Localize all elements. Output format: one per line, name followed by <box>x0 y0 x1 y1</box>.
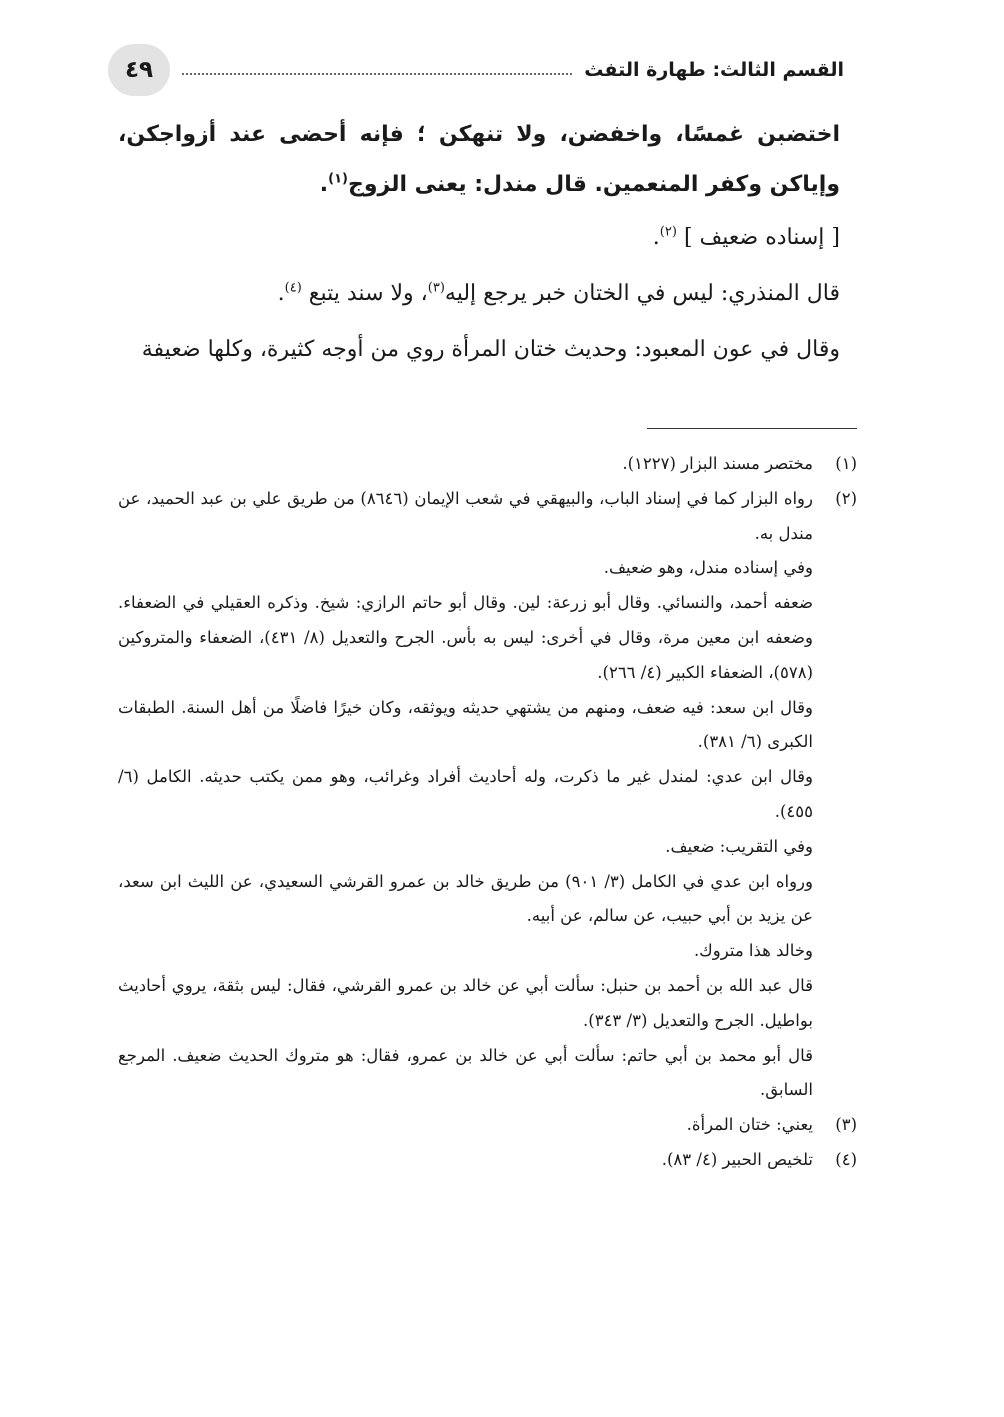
mundhiri-quote <box>118 266 840 322</box>
footnote-paragraph: قال عبد الله بن أحمد بن حنبل: سألت أبي عن خالد بن عمرو القرشي، فقال: ليس بثقة، يروي أحاديث بواطيل. الجرح والتعديل (٣/ ٣٤٣). <box>118 975 813 1030</box>
running-header <box>108 44 844 96</box>
mundhiri-text-a: قال المنذري: ليس في الختان خبر يرجع إليه <box>444 281 840 306</box>
awn-al-mabud-quote: وقال في عون المعبود: وحديث ختان المرأة روي من أوجه كثيرة، وكلها ضعيفة <box>141 337 840 362</box>
footnote-paragraph: وفي إسناده مندل، وهو ضعيف. <box>603 558 813 578</box>
footnote-number: (٤) <box>835 1149 857 1169</box>
footnote-paragraph: رواه البزار كما في إسناد الباب، والبيهقي في شعب الإيمان (٨٦٤٦) من طريق علي بن عبد الحميد، عن مندل به. <box>118 488 813 543</box>
footnotes <box>118 447 857 1178</box>
footnote-paragraph: وقال ابن سعد: فيه ضعف، ومنهم من يشتهي حديثه ويوثقه، وكان خيرًا فاضلًا من أهل السنة. الطبقات الكبرى (٦/ ٣٨١). <box>118 697 813 752</box>
page-number-badge: ٤٩ <box>108 44 170 96</box>
footnote-paragraph: وقال ابن عدي: لمندل غير ما ذكرت، وله أحاديث أفراد وغرائب، وهو ممن يكتب حديثه. الكامل (٦/ ٤٥٥). <box>118 767 813 821</box>
footnote-body <box>118 1108 813 1143</box>
footnote-paragraph: مختصر مسند البزار (١٢٢٧). <box>622 454 813 473</box>
footnote-number: (١) <box>835 454 857 473</box>
footnote-ref-3[interactable]: (٣) <box>427 280 445 296</box>
grading-note <box>118 210 840 266</box>
footnote-3 <box>118 1108 857 1143</box>
section-title: القسم الثالث: طهارة التفث <box>584 59 844 81</box>
footnote-2 <box>118 482 857 1108</box>
footnote-ref-4[interactable]: (٤) <box>284 280 302 296</box>
footnote-paragraph: ورواه ابن عدي في الكامل (٣/ ٩٠١) من طريق خالد بن عمرو القرشي السعيدي، عن الليث ابن سعد، عن يزيد بن أبي حبيب، عن سالم، عن أبيه. <box>118 871 813 926</box>
footnote-paragraph: يعني: ختان المرأة. <box>686 1115 813 1135</box>
footnote-separator <box>647 428 857 429</box>
header-dot-leader <box>182 73 572 75</box>
footnote-body <box>118 482 813 1108</box>
footnote-paragraph: وخالد هذا متروك. <box>693 941 813 961</box>
footnote-number: (٢) <box>835 488 857 508</box>
hadith-text <box>118 110 840 210</box>
grading-text: [ إسناده ضعيف ] <box>683 225 840 250</box>
footnote-body <box>118 1143 813 1178</box>
hadith-text-end: . <box>319 172 329 197</box>
mundhiri-end: . <box>277 281 285 306</box>
footnote-paragraph: وفي التقريب: ضعيف. <box>665 836 813 856</box>
grading-end: . <box>652 225 660 250</box>
footnote-number: (٣) <box>835 1115 857 1135</box>
footnote-ref-2[interactable]: (٢) <box>659 224 677 240</box>
mundhiri-text-b: ، ولا سند يتبع <box>308 281 428 306</box>
footnote-1 <box>118 447 857 482</box>
footnote-4 <box>118 1143 857 1178</box>
footnote-paragraph: تلخيص الحبير (٤/ ٨٣). <box>661 1149 813 1169</box>
main-text <box>118 110 840 378</box>
footnote-body <box>118 447 813 482</box>
footnote-paragraph: قال أبو محمد بن أبي حاتم: سألت أبي عن خالد بن عمرو، فقال: هو متروك الحديث ضعيف. المرجع السابق. <box>118 1045 813 1100</box>
footnote-paragraph: ضعفه أحمد، والنسائي. وقال أبو زرعة: لين. وقال أبو حاتم الرازي: شيخ. وذكره العقيلي في الضعفاء. وضعفه ابن معين مرة، وقال في أخرى: ليس به بأس. الجرح والتعديل (٨/ ٤٣١)، الضعفاء والمتروكين (٥٧٨)، الضعفاء الكبير (٤/ ٢٦٦). <box>118 593 813 682</box>
hadith-text-body: اختضبن غمسًا، واخفضن، ولا تنهكن ؛ فإنه أحضى عند أزواجكن، وإياكن وكفر المنعمين. قال مندل: يعنى الزوج <box>118 122 840 197</box>
footnote-ref-1[interactable]: (١) <box>328 171 348 187</box>
